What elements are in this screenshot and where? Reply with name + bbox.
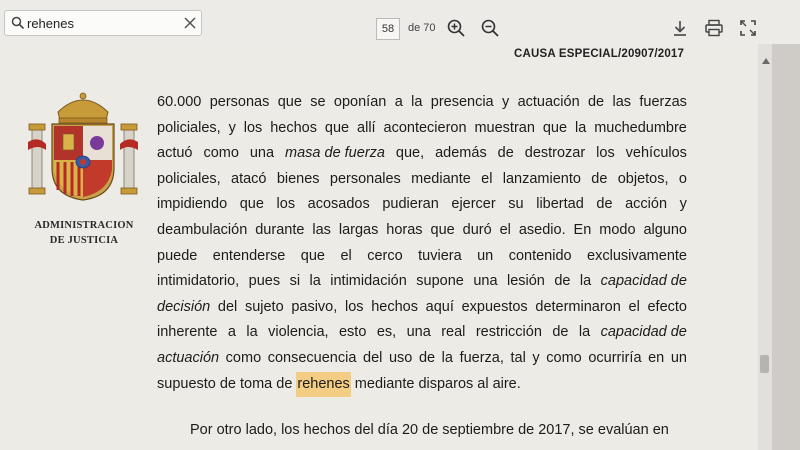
text-word: y — [501, 94, 510, 110]
text-word: la — [579, 273, 592, 290]
text-word: real — [441, 324, 466, 341]
scroll-up-arrow-icon[interactable] — [762, 58, 770, 64]
text-word: la — [246, 324, 258, 341]
text-word: efecto — [647, 298, 687, 315]
text-word: que — [277, 94, 302, 110]
seal-caption — [20, 218, 148, 248]
text-word: tal — [510, 349, 526, 366]
text-word: la — [411, 94, 423, 110]
text-word: intimidatorio, — [157, 273, 240, 290]
text-word: los — [344, 298, 364, 315]
text-word: vehículos — [625, 145, 687, 162]
text-word: toma — [240, 375, 273, 392]
text-word: acosados — [307, 196, 370, 213]
text-word: actuó — [157, 145, 193, 162]
close-icon[interactable] — [183, 16, 197, 30]
text-word: actuación — [517, 94, 580, 110]
text-word: el — [481, 170, 493, 187]
text-word: horas — [386, 221, 423, 238]
text-word: alguno — [643, 221, 687, 238]
text-word: bienes — [276, 170, 320, 187]
text-word: inherente — [157, 324, 218, 341]
text-word: asedio. — [518, 221, 566, 238]
text-word: capacidad de — [600, 273, 687, 290]
text-word: que — [430, 221, 455, 238]
text-word: un — [477, 247, 494, 264]
text-word: los — [276, 196, 296, 213]
text-word: actuación — [157, 349, 220, 366]
text-word: las — [612, 94, 632, 110]
text-word: de — [497, 145, 514, 162]
text-word: el — [499, 221, 511, 238]
text-word: si — [289, 273, 301, 290]
text-word: que — [542, 119, 568, 136]
text-word: un — [670, 349, 687, 366]
text-word: de — [219, 375, 236, 392]
text-word: la — [441, 349, 453, 366]
text-word: policiales, — [157, 119, 221, 136]
text-word: acontecieron — [383, 119, 467, 136]
text-word: muchedumbre — [594, 119, 687, 136]
text-word: de — [587, 94, 605, 110]
text-word: aire. — [492, 375, 521, 392]
text-word: mediante — [411, 170, 471, 187]
text-word: que, — [395, 145, 425, 162]
text-word: destrozar — [524, 145, 586, 162]
seal-caption-line1: ADMINISTRACION — [34, 220, 134, 231]
text-word: entenderse — [212, 247, 286, 264]
text-word: presencia — [430, 94, 494, 110]
text-word: de — [554, 273, 571, 290]
text-word: que — [239, 196, 264, 213]
text-line — [157, 116, 687, 142]
text-line — [157, 167, 687, 193]
vertical-scrollbar[interactable] — [758, 44, 772, 450]
text-word: como — [546, 349, 582, 366]
text-word: una — [406, 324, 431, 341]
text-word: restricción — [475, 324, 542, 341]
download-icon[interactable] — [670, 18, 690, 38]
text-word: a — [394, 94, 403, 110]
text-word: acción — [625, 196, 668, 213]
text-word: los — [243, 119, 263, 136]
text-line — [157, 346, 687, 372]
text-word: a — [227, 324, 236, 341]
zoom-in-icon[interactable] — [446, 18, 466, 38]
text-word: que — [300, 247, 325, 264]
text-word: del — [363, 349, 383, 366]
text-word: modo — [599, 221, 636, 238]
text-word: ejercer — [451, 196, 496, 213]
text-word: tuviera — [418, 247, 462, 264]
text-word: de — [552, 324, 569, 341]
text-word: personas — [209, 94, 270, 110]
text-word: disparos — [418, 375, 474, 392]
text-line — [157, 320, 687, 346]
text-word: exclusivamente — [587, 247, 687, 264]
text-word: pasivo, — [291, 298, 338, 315]
text-word: determinaron — [535, 298, 621, 315]
text-word: policiales, — [157, 170, 221, 187]
text-word: fuerza, — [459, 349, 504, 366]
text-word: de — [276, 375, 293, 392]
search-highlight: rehenes — [296, 372, 350, 398]
case-header: CAUSA ESPECIAL/20907/2017 — [514, 48, 685, 60]
text-word: impidiendo — [157, 196, 228, 213]
text-word: además — [435, 145, 487, 162]
page-total: de 70 — [408, 22, 436, 34]
text-word: durante — [255, 221, 305, 238]
fullscreen-icon[interactable] — [738, 18, 758, 38]
text-word: personales — [329, 170, 401, 187]
text-word: allí — [357, 119, 376, 136]
text-word: en — [648, 349, 665, 366]
spain-coat-of-arms-logo — [28, 90, 138, 202]
text-word: intimidación — [330, 273, 407, 290]
page-number-input[interactable]: 58 — [376, 18, 400, 40]
text-line — [157, 90, 687, 116]
text-word: las — [312, 221, 331, 238]
text-word: lanzamiento — [502, 170, 581, 187]
text-line — [157, 218, 687, 244]
text-word: la — [574, 119, 587, 136]
text-word: capacidad de — [600, 324, 687, 341]
text-word: pues — [248, 273, 281, 290]
text-word: sujeto — [244, 298, 284, 315]
text-line — [157, 192, 687, 218]
text-word: duró — [462, 221, 492, 238]
text-word: contenido — [508, 247, 572, 264]
text-word: como — [203, 145, 239, 162]
text-word: la — [309, 273, 321, 290]
text-word: el — [628, 298, 640, 315]
text-word: lesión — [506, 273, 545, 290]
text-word: de — [596, 196, 613, 213]
text-word: al — [477, 375, 489, 392]
text-word: expuestos — [461, 298, 528, 315]
text-line — [157, 244, 687, 270]
text-word: esto — [338, 324, 367, 341]
text-word: hechos — [371, 298, 418, 315]
text-line — [157, 141, 687, 167]
text-word: masa de fuerza — [285, 145, 385, 162]
search-icon — [11, 16, 25, 30]
text-word: oponían — [333, 94, 387, 110]
text-word: del — [217, 298, 238, 315]
text-word: el — [340, 247, 352, 264]
search-box[interactable] — [4, 10, 202, 36]
text-word: y — [532, 349, 540, 366]
text-line — [157, 295, 687, 321]
text-word: 60.000 — [157, 94, 202, 110]
next-paragraph-text: Por otro lado, los hechos del día 20 de septiembre de 2017, se evalúan en — [190, 422, 669, 438]
text-word: de — [591, 170, 608, 187]
text-word: una — [249, 145, 275, 162]
text-word: puede — [157, 247, 198, 264]
text-word: cerco — [367, 247, 403, 264]
text-word: muestran — [474, 119, 535, 136]
text-word: su — [508, 196, 524, 213]
text-word: deambulación — [157, 221, 248, 238]
text-word: hechos — [270, 119, 317, 136]
text-word: objetos, — [617, 170, 669, 187]
text-word: la — [578, 324, 591, 341]
text-word: fuerzas — [639, 94, 687, 110]
text-word: consecuencia — [267, 349, 357, 366]
text-word: o — [678, 170, 687, 187]
text-word: aquí — [425, 298, 454, 315]
text-word: largas — [338, 221, 379, 238]
text-word: se — [310, 94, 326, 110]
print-icon[interactable] — [704, 18, 724, 38]
window-edge — [772, 44, 800, 450]
text-word: En — [573, 221, 592, 238]
text-word: y — [228, 119, 236, 136]
scrollbar-thumb[interactable] — [760, 355, 769, 373]
text-word: uso — [388, 349, 413, 366]
document-body-text — [157, 90, 687, 397]
text-word: violencia, — [268, 324, 329, 341]
zoom-out-icon[interactable] — [480, 18, 500, 38]
text-word: supone — [416, 273, 464, 290]
text-word: que — [324, 119, 350, 136]
text-word: y — [679, 196, 687, 213]
text-word: mediante — [354, 375, 415, 392]
text-word: libertad — [536, 196, 584, 213]
search-input[interactable] — [27, 14, 177, 32]
text-word: como — [225, 349, 262, 366]
text-word: supuesto — [157, 375, 216, 392]
text-word: de — [418, 349, 436, 366]
text-line — [157, 269, 687, 295]
text-line — [157, 372, 687, 398]
text-word: pudieran — [382, 196, 439, 213]
seal-caption-line2: DE JUSTICIA — [49, 235, 119, 246]
text-word: es, — [376, 324, 397, 341]
text-word: ocurriría — [588, 349, 642, 366]
text-word: los — [596, 145, 615, 162]
text-word: una — [473, 273, 498, 290]
text-word: atacó — [231, 170, 267, 187]
pdf-toolbar — [0, 0, 800, 45]
text-word: decisión — [157, 298, 211, 315]
